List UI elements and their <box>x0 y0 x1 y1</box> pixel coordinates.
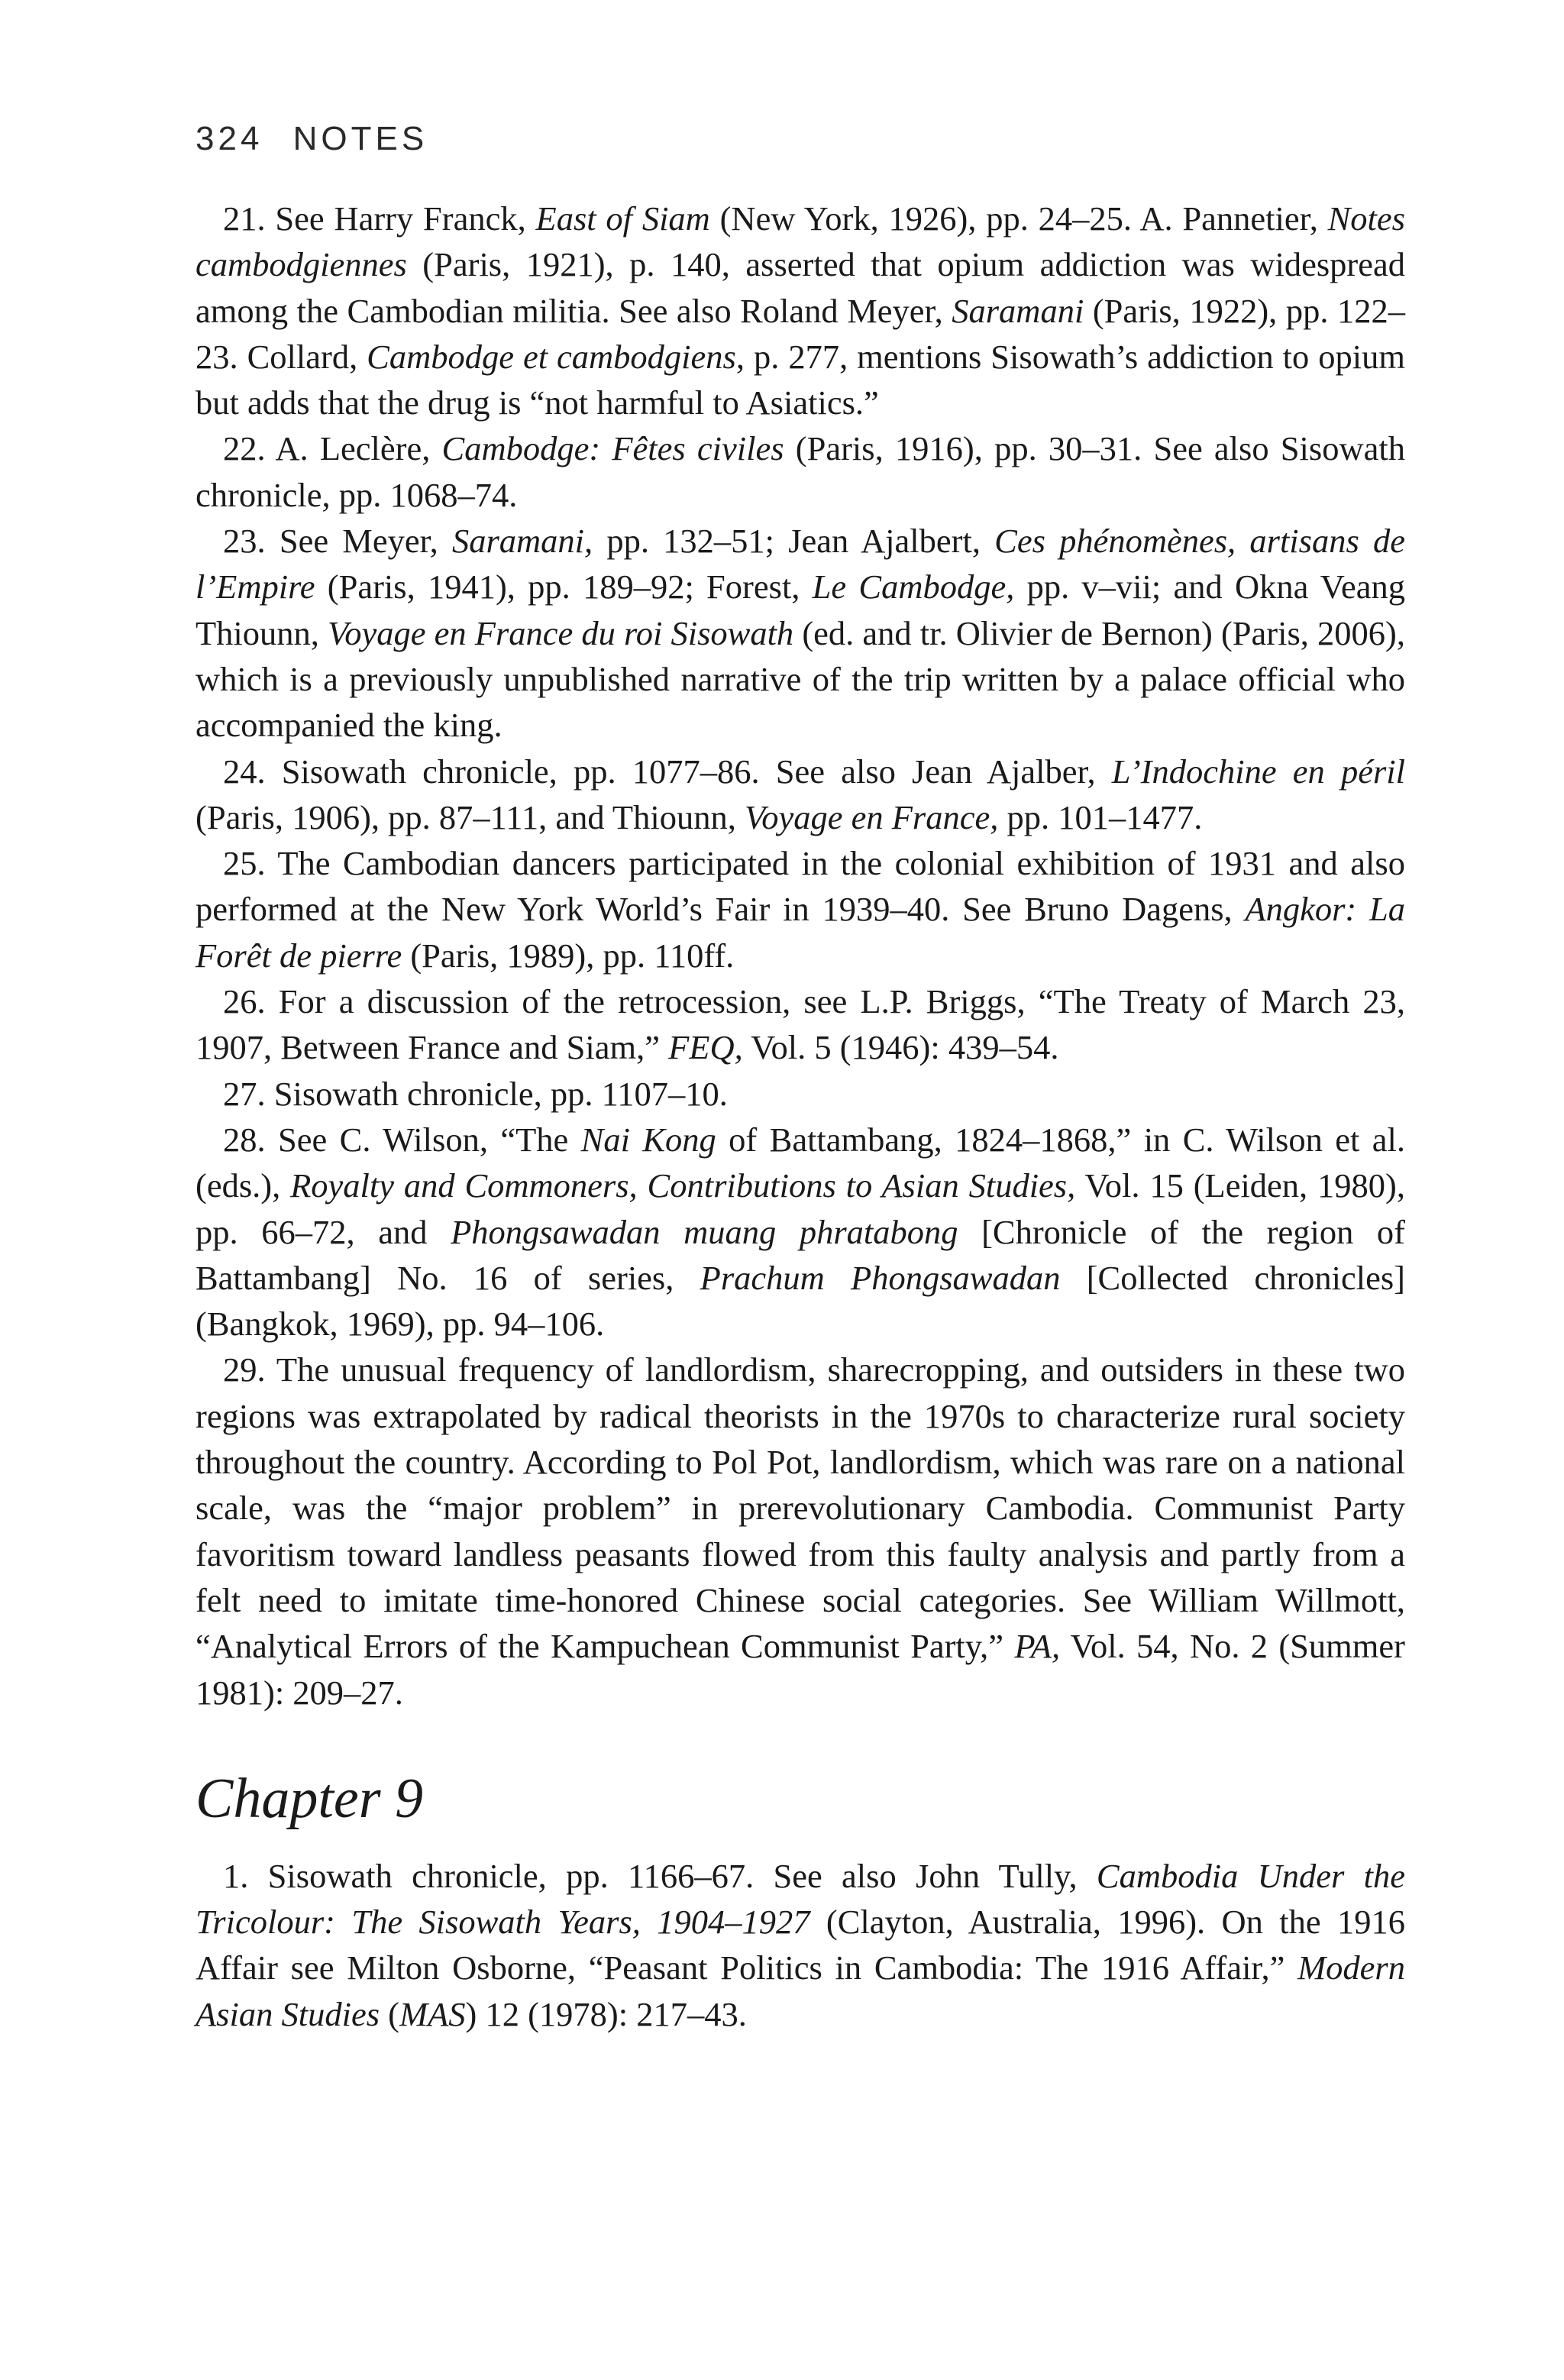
italic-title: Saramani <box>952 291 1084 330</box>
note-text: (Paris, 1906), pp. 87–111, and Thiounn, <box>196 797 745 836</box>
italic-title: L’Indochine en péril <box>1111 752 1405 791</box>
italic-title: Cambodia Under the Tricolour: The Sisowath Years, 1904–1927 <box>196 1856 1405 1942</box>
italic-title: Voyage en France, <box>744 797 999 836</box>
italic-title: Nai Kong <box>580 1120 716 1159</box>
italic-title: Royalty and Commoners, Contributions to Asian Studies, <box>290 1166 1076 1205</box>
italic-title: Modern Asian Studies <box>196 1948 1405 2033</box>
page-number: 324 <box>196 120 263 157</box>
note-23 <box>196 518 1405 748</box>
notes-list <box>196 196 1405 1715</box>
note-text: pp. 132–51; Jean Ajalbert, <box>593 522 995 561</box>
note-text: Vol. 54, No. 2 (Summer 1981): 209–27. <box>196 1627 1405 1712</box>
note-text: 24. Sisowath chronicle, pp. 1077–86. See also Jean Ajalber, <box>223 752 1112 791</box>
note-29 <box>196 1347 1405 1715</box>
note-text: Vol. 5 (1946): 439–54. <box>742 1028 1059 1067</box>
note-text: 25. The Cambodian dancers participated in the colonial exhibition of 1931 and also performed at the New York World’s Fair in 1939–40. See Bruno Dagens, <box>196 844 1405 929</box>
italic-title: FEQ, <box>668 1028 743 1067</box>
note-text: (Paris, 1941), pp. 189–92; Forest, <box>315 568 813 606</box>
note-text: of Battambang, 1824–1868,” in C. Wilson et al. (eds.), <box>196 1120 1405 1205</box>
note-21 <box>196 196 1405 425</box>
italic-title: East of Siam <box>535 199 710 238</box>
ch9-note-1 <box>196 1853 1405 2037</box>
note-text: [Collected chronicles] (Bangkok, 1969), pp. 94–106. <box>196 1258 1406 1344</box>
note-text: (Paris, 1922), pp. 122–23. Collard, <box>196 291 1405 376</box>
italic-title: PA, <box>1014 1627 1061 1666</box>
note-text: 23. See Meyer, <box>223 522 452 561</box>
italic-title: MAS <box>399 1994 466 2033</box>
note-text: (Paris, 1989), pp. 110ff. <box>402 936 735 975</box>
note-text: 29. The unusual frequency of landlordism, sharecropping, and outsiders in these two regions was extrapolated by radical theorists in the 1970s to characterize rural society throughout the country. According to Pol Pot, landlordism, which was rare on a national scale, was the “major problem” in prerevolutionary Cambodia. Communist Party favoritism toward landless peasants flowed from this faulty analysis and partly from a felt need to imitate time-honored Chinese social categories. See William Willmott, “Analytical Errors of the Kampuchean Communist Party,” <box>196 1350 1405 1666</box>
italic-title: Cambodge et cambodgiens <box>367 337 736 376</box>
note-text: ( <box>380 1994 399 2033</box>
note-text: 26. For a discussion of the retrocession, see L.P. Briggs, “The Treaty of March 23, 1907, Between France and Siam,” <box>196 982 1405 1067</box>
note-26 <box>196 978 1405 1071</box>
note-24 <box>196 749 1405 841</box>
note-22 <box>196 425 1405 518</box>
note-text: Vol. 15 (Leiden, 1980), pp. 66–72, and <box>196 1166 1405 1251</box>
italic-title: Notes cambodgiennes <box>196 199 1405 284</box>
note-text: 27. Sisowath chronicle, pp. 1107–10. <box>223 1074 728 1113</box>
italic-title: Saramani, <box>451 522 593 561</box>
italic-title: Voyage en France du roi Sisowath <box>328 613 794 652</box>
note-text: (Clayton, Australia, 1996). On the 1916 Affair see Milton Osborne, “Peasant Politics in Cambodia: The 1916 Affair,” <box>196 1903 1405 1987</box>
note-text: (ed. and tr. Olivier de Bernon) (Paris, 2006), which is a previously unpublished narrative of the trip written by a palace official who accompanied the king. <box>196 613 1405 745</box>
note-text: (Paris, 1921), p. 140, asserted that opium addiction was widespread among the Cambodian militia. See also Roland Meyer, <box>196 245 1405 330</box>
italic-title: Le Cambodge, <box>812 568 1015 606</box>
italic-title: Phongsawadan muang phratabong <box>451 1212 958 1251</box>
note-text: 28. See C. Wilson, “The <box>223 1120 581 1159</box>
italic-title: Ces phénomènes, artisans de l’Empire <box>196 522 1406 606</box>
note-text: ) 12 (1978): 217–43. <box>465 1994 747 2033</box>
italic-title: Prachum Phongsawadan <box>700 1258 1061 1297</box>
note-28 <box>196 1117 1405 1347</box>
note-text: pp. 101–1477. <box>998 797 1203 836</box>
note-text: 22. A. Leclère, <box>223 429 442 468</box>
note-27 <box>196 1071 1405 1117</box>
note-text: 1. Sisowath chronicle, pp. 1166–67. See also John Tully, <box>223 1856 1097 1895</box>
italic-title: Angkor: La Forêt de pierre <box>196 890 1405 975</box>
note-text: pp. v–vii; and Okna Veang Thiounn, <box>196 568 1405 652</box>
chapter-notes-list <box>196 1853 1405 2037</box>
section-title: NOTES <box>292 120 428 157</box>
note-text: , p. 277, mentions Sisowath’s addiction to opium but adds that the drug is “not harmful to Asiatics.” <box>196 337 1405 422</box>
note-text: [Chronicle of the region of Battambang] No. 16 of series, <box>196 1212 1406 1297</box>
note-text: (Paris, 1916), pp. 30–31. See also Sisowath chronicle, pp. 1068–74. <box>196 429 1405 514</box>
chapter-heading: Chapter 9 <box>196 1767 424 1830</box>
note-25 <box>196 840 1405 978</box>
running-head <box>196 122 1405 156</box>
note-text: 21. See Harry Franck, <box>223 199 536 238</box>
italic-title: Cambodge: Fêtes civiles <box>441 429 784 468</box>
book-page <box>196 122 1405 2037</box>
note-text: (New York, 1926), pp. 24–25. A. Pannetier, <box>709 199 1328 238</box>
